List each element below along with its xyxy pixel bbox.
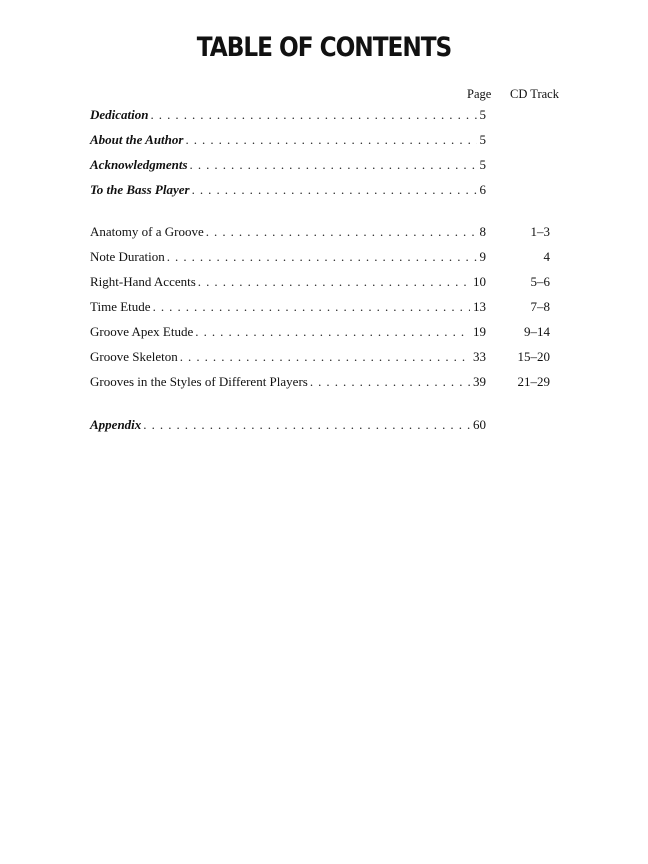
toc-entry-cd-track: 7–8 [530,299,550,314]
column-headers [0,87,648,105]
dot-leader [310,373,470,391]
toc-entry-page: 8 [479,224,486,239]
toc-entry-title: Appendix [90,417,142,432]
dot-leader [185,131,476,149]
toc-entry-cd-track: 9–14 [524,324,550,339]
dot-leader [180,348,470,366]
toc-entry-groove-apex-etude[interactable] [90,323,486,341]
page-column-header: Page [467,87,492,101]
toc-entry-title: To the Bass Player [90,182,190,197]
toc-entry-title: About the Author [90,132,184,147]
dot-leader [143,416,470,434]
toc-entry-time-etude[interactable] [90,298,486,316]
toc-entry-title: Grooves in the Styles of Different Players [90,374,308,389]
toc-entry-page: 60 [473,417,486,432]
toc-entry-right-hand-accents[interactable] [90,273,486,291]
dot-leader [195,323,470,341]
toc-entry-title: Dedication [90,107,149,122]
toc-entry-page: 6 [479,182,486,197]
toc-entry-page: 19 [473,324,486,339]
toc-entry-page: 9 [479,249,486,264]
toc-entry-title: Anatomy of a Groove [90,224,204,239]
toc-entry-page: 33 [473,349,486,364]
toc-entry-title: Groove Skeleton [90,349,178,364]
toc-entry-title: Time Etude [90,299,151,314]
toc-entry-cd-track: 4 [543,249,550,264]
toc-entry-page: 5 [479,157,486,172]
toc-entry-page: 5 [479,107,486,122]
toc-entry-page: 5 [479,132,486,147]
toc-entry-page: 39 [473,374,486,389]
toc-entry-title: Groove Apex Etude [90,324,194,339]
toc-entry-to-the-bass-player[interactable] [90,181,486,199]
toc-entry-cd-track: 5–6 [530,274,550,289]
toc-entry-title: Right-Hand Accents [90,274,196,289]
toc-entry-appendix[interactable] [90,416,486,434]
toc-entry-cd-track: 21–29 [517,374,550,389]
toc-entry-note-duration[interactable] [90,248,486,266]
dot-leader [192,181,477,199]
page-title: TABLE OF CONTENTS [196,32,452,63]
dot-leader [190,156,477,174]
dot-leader [151,106,477,124]
toc-entry-about-the-author[interactable] [90,131,486,149]
cd-track-column-header: CD Track [510,87,559,101]
dot-leader [167,248,477,266]
toc-entry-groove-skeleton[interactable] [90,348,486,366]
toc-entry-cd-track: 15–20 [517,349,550,364]
toc-entry-dedication[interactable] [90,106,486,124]
toc-entry-title: Note Duration [90,249,165,264]
toc-entry-title: Acknowledgments [90,157,188,172]
dot-leader [153,298,470,316]
toc-entry-anatomy-of-a-groove[interactable] [90,223,486,241]
dot-leader [198,273,470,291]
toc-entry-page: 13 [473,299,486,314]
toc-entry-grooves-in-the-styles[interactable] [90,373,486,391]
dot-leader [206,223,477,241]
toc-entry-acknowledgments[interactable] [90,156,486,174]
toc-entry-page: 10 [473,274,486,289]
toc-entry-cd-track: 1–3 [530,224,550,239]
